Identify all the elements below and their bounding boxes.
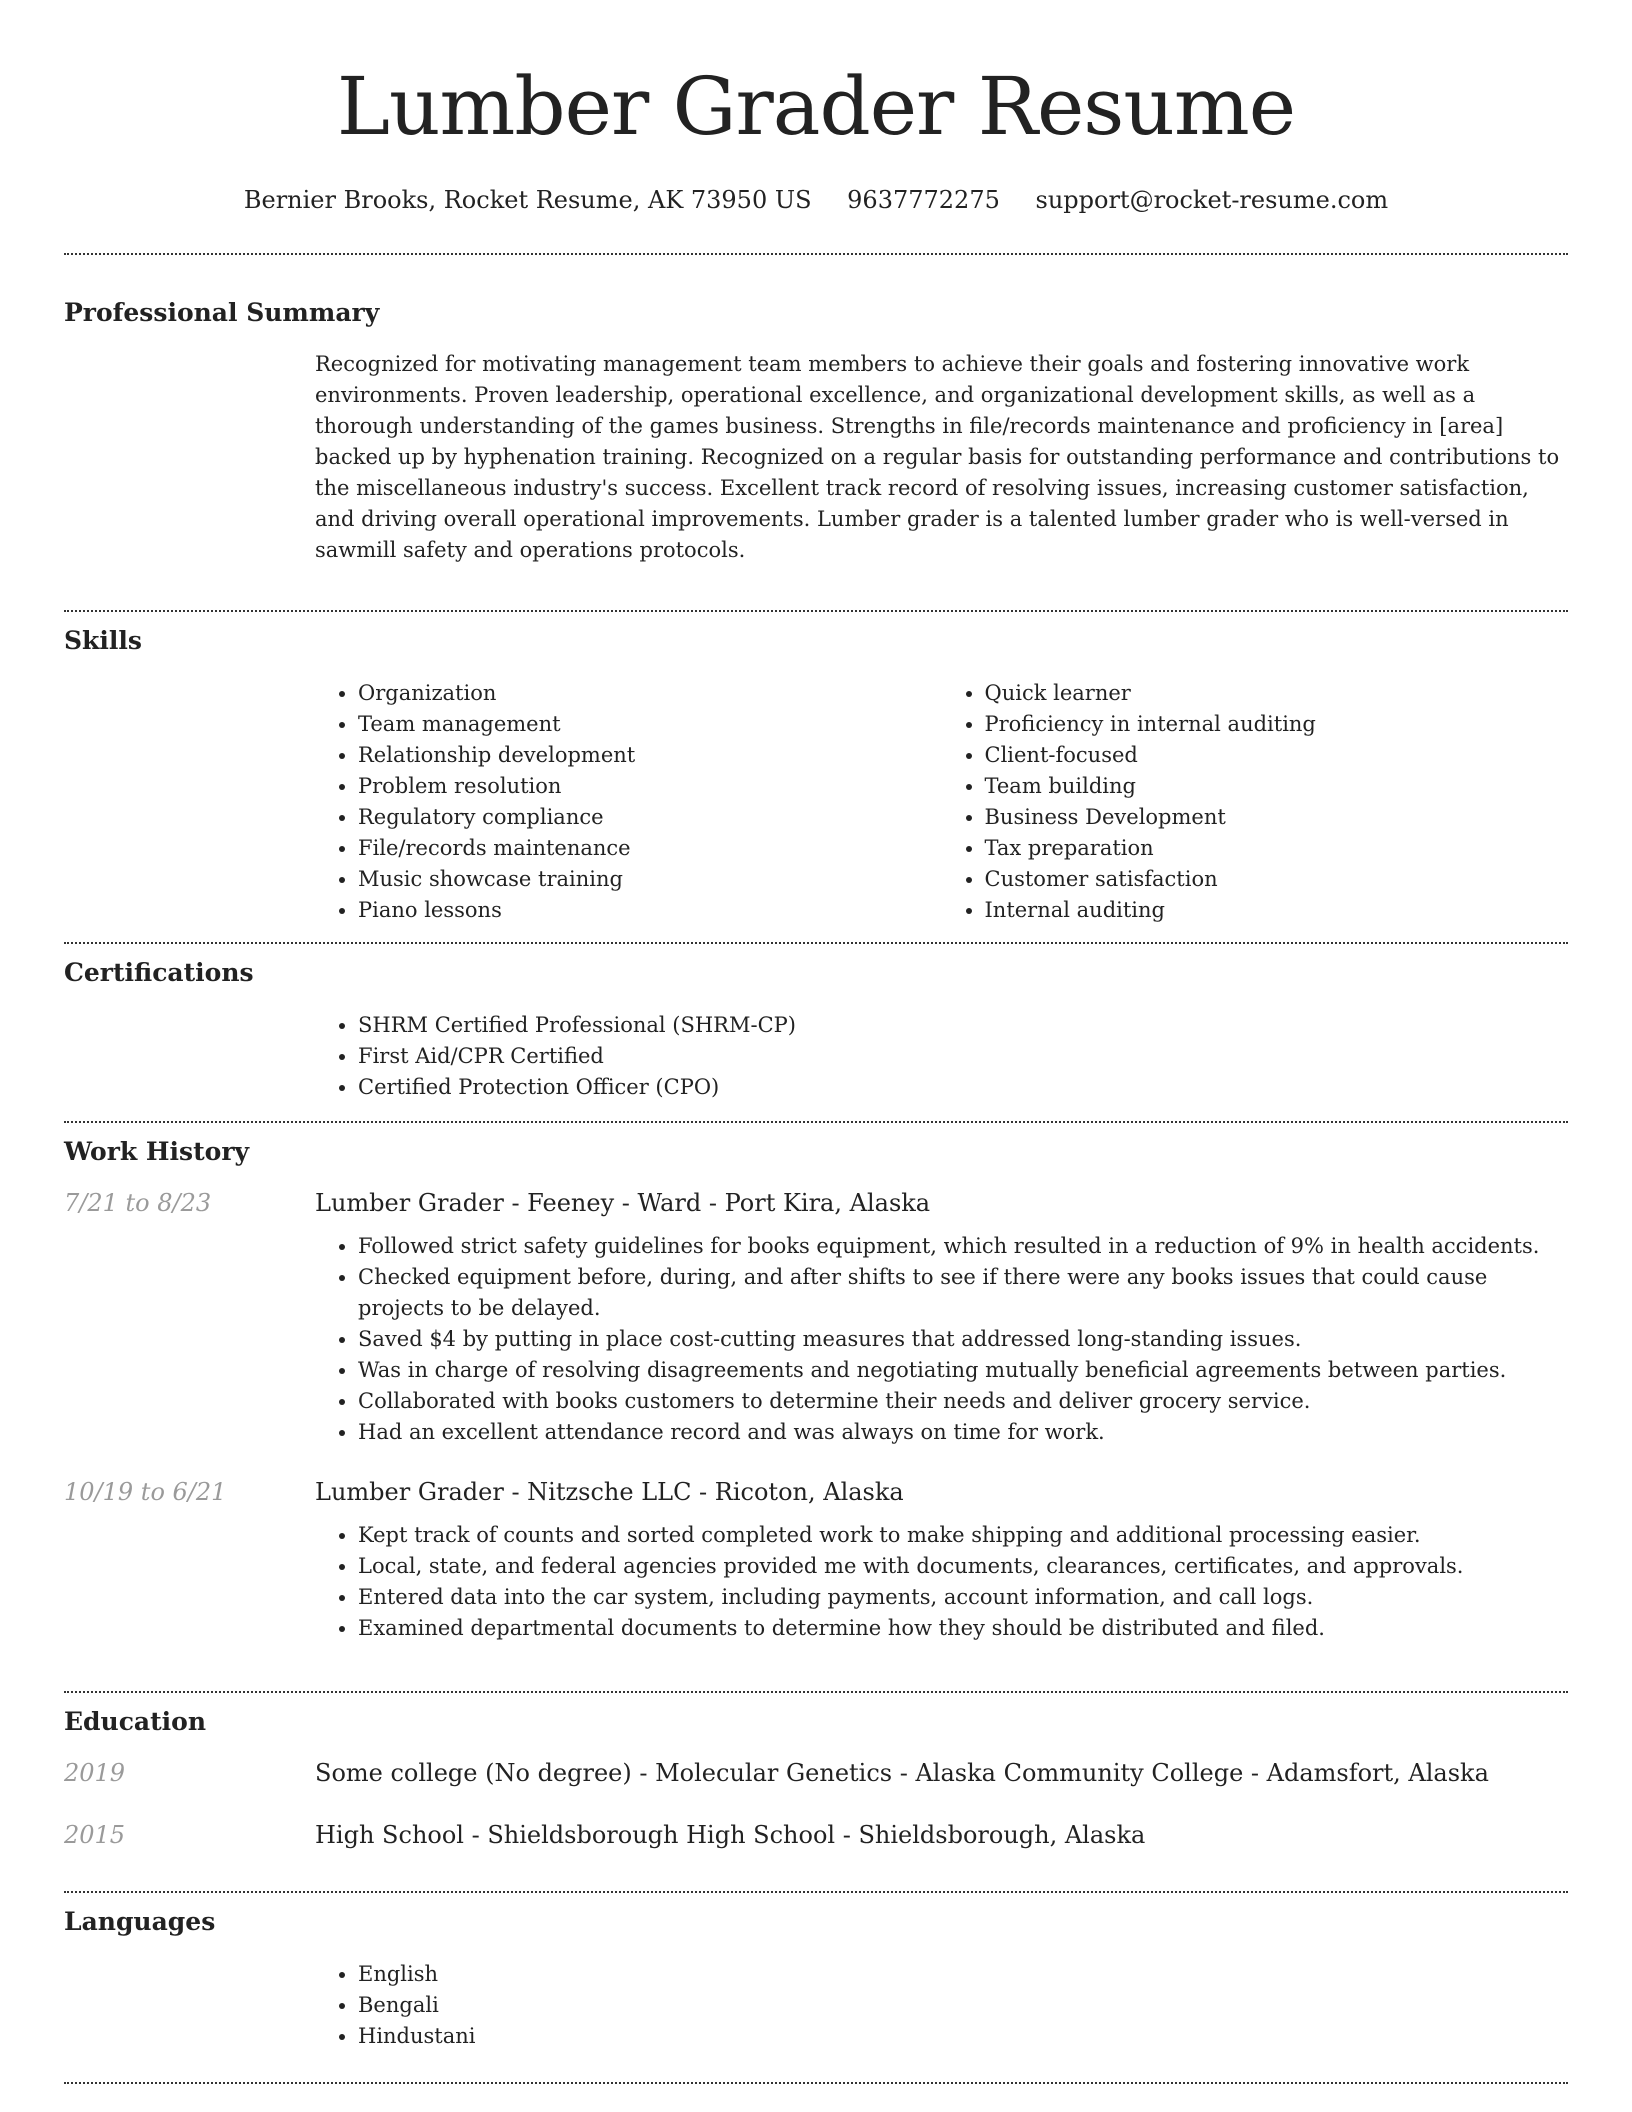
certification-item: • Certified Protection Officer (CPO) xyxy=(358,1072,1568,1103)
summary-section xyxy=(64,255,1568,610)
education-entry xyxy=(64,1821,1568,1849)
section-heading-summary: Professional Summary xyxy=(64,298,380,327)
resume-page xyxy=(64,0,1568,2084)
skill-item: • Regulatory compliance xyxy=(358,802,942,833)
language-item: • English xyxy=(358,1959,1568,1990)
job-bullet: • Checked equipment before, during, and after shifts to see if there were any books issues that could cause projects to be delayed. xyxy=(358,1262,1568,1324)
education-degree: Some college (No degree) xyxy=(315,1759,632,1787)
section-heading-education: Education xyxy=(64,1707,207,1736)
skill-item: • Team management xyxy=(358,709,942,740)
education-school: - Shieldsborough High School - Shieldsborough, Alaska xyxy=(463,1821,1146,1849)
summary-text: Recognized for motivating management team members to achieve their goals and fostering innovative work environments. Proven leadership, operational excellence, and organizational development skills, as well as a thorough understanding of the games business. Strengths in file/records maintenance and proficiency in [area] backed up by hyphenation training. Recognized on a regular basis for outstanding performance and contributions to the miscellaneous industry's success. Excellent track record of resolving issues, increasing customer satisfaction, and driving overall operational improvements. Lumber grader is a talented lumber grader who is well-versed in sawmill safety and operations protocols. xyxy=(315,352,1560,562)
summary-content xyxy=(315,349,1568,566)
education-school: - Molecular Genetics - Alaska Community College - Adamsfort, Alaska xyxy=(631,1759,1489,1787)
job-bullet: • Followed strict safety guidelines for books equipment, which resulted in a reduction of 9% in health accidents. xyxy=(358,1231,1568,1262)
divider xyxy=(64,2082,1568,2084)
education-section xyxy=(64,1693,1568,1891)
job-details xyxy=(315,1231,1568,1448)
job-bullet: • Was in charge of resolving disagreements and negotiating mutually beneficial agreements between parties. xyxy=(358,1355,1568,1386)
certification-item: • SHRM Certified Professional (SHRM-CP) xyxy=(358,1010,1568,1041)
language-item: • Hindustani xyxy=(358,2021,1568,2052)
job-title: Lumber Grader - Nitzsche LLC - Ricoton, Alaska xyxy=(315,1478,904,1506)
job-bullet: • Kept track of counts and sorted completed work to make shipping and additional processing easier. xyxy=(358,1520,1568,1551)
section-heading-languages: Languages xyxy=(64,1907,216,1936)
contact-address: Bernier Brooks, Rocket Resume, AK 73950 US xyxy=(243,186,812,214)
skill-item: • Tax preparation xyxy=(985,833,1569,864)
skill-item: • Music showcase training xyxy=(358,864,942,895)
certifications-content xyxy=(315,1010,1568,1103)
skill-item: • Team building xyxy=(985,771,1569,802)
job-entry xyxy=(64,1189,1568,1217)
section-heading-work: Work History xyxy=(64,1137,250,1166)
resume-title: Lumber Grader Resume xyxy=(336,60,1296,153)
contact-line xyxy=(64,182,1568,218)
education-degree: High School xyxy=(315,1821,464,1849)
job-bullets xyxy=(315,1520,1568,1644)
skill-item: • Proficiency in internal auditing xyxy=(985,709,1569,740)
job-dates: 10/19 to 6/21 xyxy=(64,1478,227,1506)
job-bullet: • Saved $4 by putting in place cost-cutting measures that addressed long-standing issues. xyxy=(358,1324,1568,1355)
skills-list-right xyxy=(942,678,1569,926)
education-year: 2015 xyxy=(64,1821,126,1849)
skill-item: • Organization xyxy=(358,678,942,709)
contact-phone: 9637772275 xyxy=(847,186,1000,214)
work-section xyxy=(64,1123,1568,1691)
education-entry xyxy=(64,1759,1568,1787)
education-year: 2019 xyxy=(64,1759,126,1787)
skill-item: • Customer satisfaction xyxy=(985,864,1569,895)
job-bullet: • Collaborated with books customers to determine their needs and deliver grocery service. xyxy=(358,1386,1568,1417)
job-dates: 7/21 to 8/23 xyxy=(64,1189,212,1217)
skill-item: • Business Development xyxy=(985,802,1569,833)
languages-section xyxy=(64,1893,1568,2082)
education-detail xyxy=(315,1821,1145,1849)
job-bullet: • Entered data into the car system, including payments, account information, and call logs. xyxy=(358,1582,1568,1613)
section-heading-certifications: Certifications xyxy=(64,958,254,987)
job-bullets xyxy=(315,1231,1568,1448)
language-item: • Bengali xyxy=(358,1990,1568,2021)
skill-item: • Relationship development xyxy=(358,740,942,771)
skill-item: • Piano lessons xyxy=(358,895,942,926)
contact-email: support@rocket-resume.com xyxy=(1035,186,1389,214)
certifications-section xyxy=(64,944,1568,1121)
skill-item: • File/records maintenance xyxy=(358,833,942,864)
section-heading-skills: Skills xyxy=(64,626,142,655)
job-entry xyxy=(64,1478,1568,1506)
job-bullet: • Local, state, and federal agencies provided me with documents, clearances, certificates, and approvals. xyxy=(358,1551,1568,1582)
job-bullet: • Had an excellent attendance record and was always on time for work. xyxy=(358,1417,1568,1448)
languages-list xyxy=(315,1959,1568,2052)
certification-item: • First Aid/CPR Certified xyxy=(358,1041,1568,1072)
skill-item: • Client-focused xyxy=(985,740,1569,771)
job-bullet: • Examined departmental documents to determine how they should be distributed and filed. xyxy=(358,1613,1568,1644)
education-detail xyxy=(315,1759,1489,1787)
skill-item: • Internal auditing xyxy=(985,895,1569,926)
languages-content xyxy=(315,1959,1568,2052)
certifications-list xyxy=(315,1010,1568,1103)
skill-item: • Quick learner xyxy=(985,678,1569,709)
skills-columns xyxy=(315,678,1568,926)
skill-item: • Problem resolution xyxy=(358,771,942,802)
skills-list-left xyxy=(315,678,942,926)
skills-section xyxy=(64,612,1568,942)
job-details xyxy=(315,1520,1568,1644)
job-title: Lumber Grader - Feeney - Ward - Port Kira, Alaska xyxy=(315,1189,931,1217)
